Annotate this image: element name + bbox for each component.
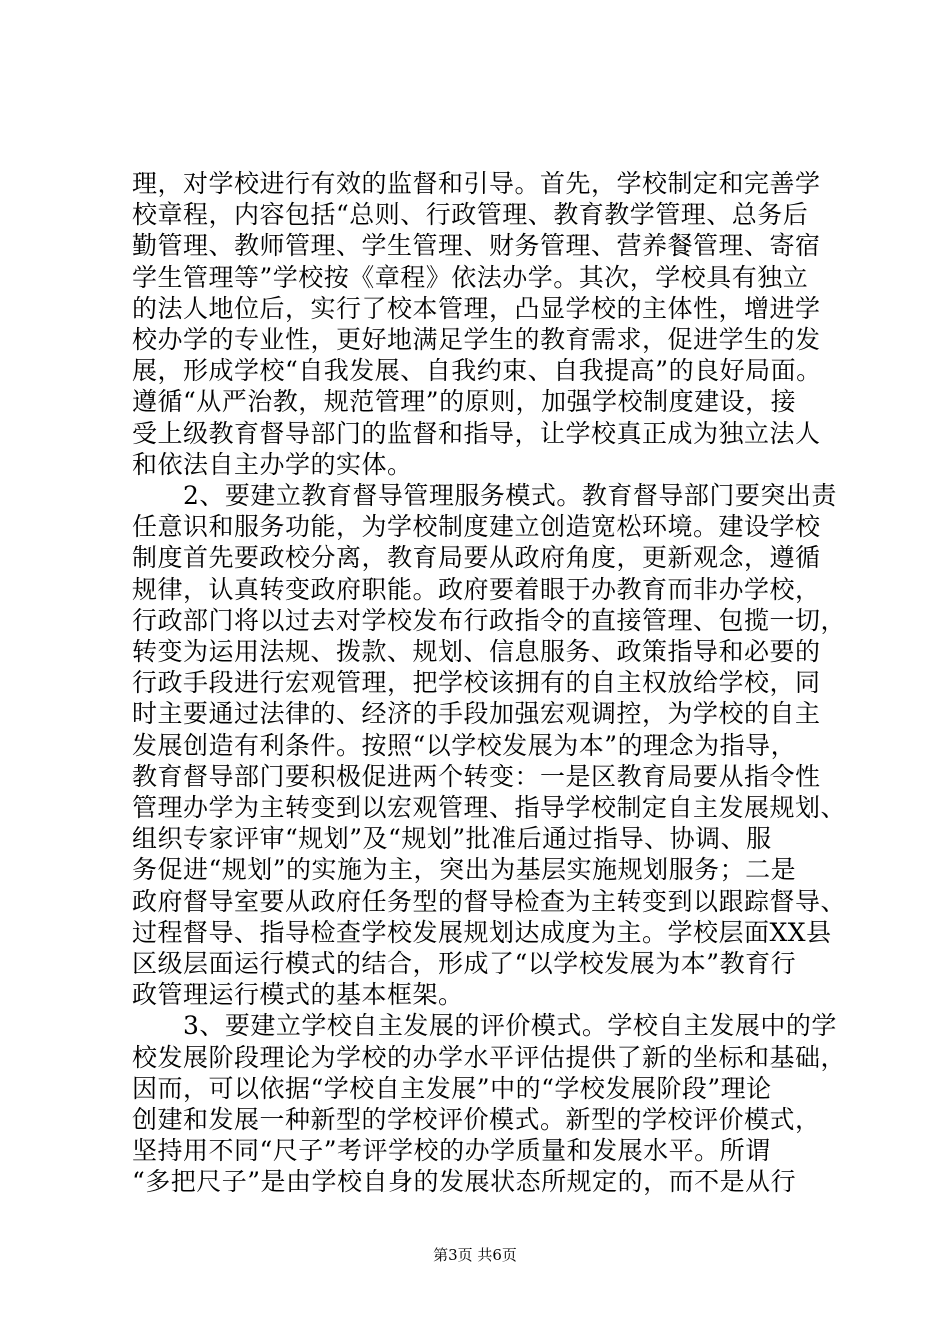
text-line: 转变为运用法规、拨款、规划、信息服务、政策指导和必要的 — [132, 637, 821, 666]
text-line: 3、要建立学校自主发展的评价模式。学校自主发展中的学 — [132, 1011, 837, 1040]
text-line: 的法人地位后，实行了校本管理，凸显学校的主体性，增进学 — [132, 294, 821, 323]
text-line: 校办学的专业性，更好地满足学生的教育需求，促进学生的发 — [132, 325, 821, 354]
text-line: 理，对学校进行有效的监督和引导。首先，学校制定和完善学 — [132, 169, 821, 198]
text-line: 区级层面运行模式的结合，形成了“以学校发展为本”教育行 — [132, 949, 797, 978]
text-line: 规律，认真转变政府职能。政府要着眼于办教育而非办学校， — [132, 575, 821, 604]
page-footer: 第3页 共6页 — [433, 1246, 517, 1264]
text-line: 勤管理、教师管理、学生管理、财务管理、营养餐管理、寄宿 — [132, 231, 821, 260]
text-line: 坚持用不同“尺子”考评学校的办学质量和发展水平。所谓 — [132, 1136, 771, 1165]
text-line: 政管理运行模式的基本框架。 — [132, 980, 464, 1009]
text-line: 遵循“从严治教，规范管理”的原则，加强学校制度建设，接 — [132, 387, 797, 416]
text-line: 教育督导部门要积极促进两个转变：一是区教育局要从指令性 — [132, 762, 821, 791]
text-line: 行政部门将以过去对学校发布行政指令的直接管理、包揽一切， — [132, 606, 847, 635]
text-line: 创建和发展一种新型的学校评价模式。新型的学校评价模式， — [132, 1105, 821, 1134]
text-line: 校发展阶段理论为学校的办学水平评估提供了新的坐标和基础， — [132, 1043, 847, 1072]
text-line: “多把尺子”是由学校自身的发展状态所规定的，而不是从行 — [132, 1167, 797, 1196]
text-line: 学生管理等”学校按《章程》依法办学。其次，学校具有独立 — [132, 263, 809, 292]
text-line: 务促进“规划”的实施为主，突出为基层实施规划服务；二是 — [132, 855, 797, 884]
text-line: 2、要建立教育督导管理服务模式。教育督导部门要突出责 — [132, 481, 837, 510]
text-line: 发展创造有利条件。按照“以学校发展为本”的理念为指导， — [132, 731, 797, 760]
text-line: 制度首先要政校分离，教育局要从政府角度，更新观念，遵循 — [132, 543, 821, 572]
text-line: 时主要通过法律的、经济的手段加强宏观调控，为学校的自主 — [132, 699, 821, 728]
text-line: 任意识和服务功能，为学校制度建立创造宽松环境。建设学校 — [132, 512, 821, 541]
text-line: 校章程，内容包括“总则、行政管理、教育教学管理、总务后 — [132, 200, 809, 229]
text-line: 受上级教育督导部门的监督和指导，让学校真正成为独立法人 — [132, 419, 821, 448]
text-line: 管理办学为主转变到以宏观管理、指导学校制定自主发展规划、 — [132, 793, 847, 822]
text-line: 行政手段进行宏观管理，把学校该拥有的自主权放给学校，同 — [132, 668, 821, 697]
text-line: 展，形成学校“自我发展、自我约束、自我提高”的良好局面。 — [132, 356, 822, 385]
text-line: 因而，可以依据“学校自主发展”中的“学校发展阶段”理论 — [132, 1074, 772, 1103]
text-line: 政府督导室要从政府任务型的督导检查为主转变到以跟踪督导、 — [132, 887, 847, 916]
text-line: 过程督导、指导检查学校发展规划达成度为主。学校层面XX县 — [132, 918, 832, 947]
text-line: 组织专家评审“规划”及“规划”批准后通过指导、协调、服 — [132, 824, 772, 853]
text-line: 和依法自主办学的实体。 — [132, 450, 413, 479]
